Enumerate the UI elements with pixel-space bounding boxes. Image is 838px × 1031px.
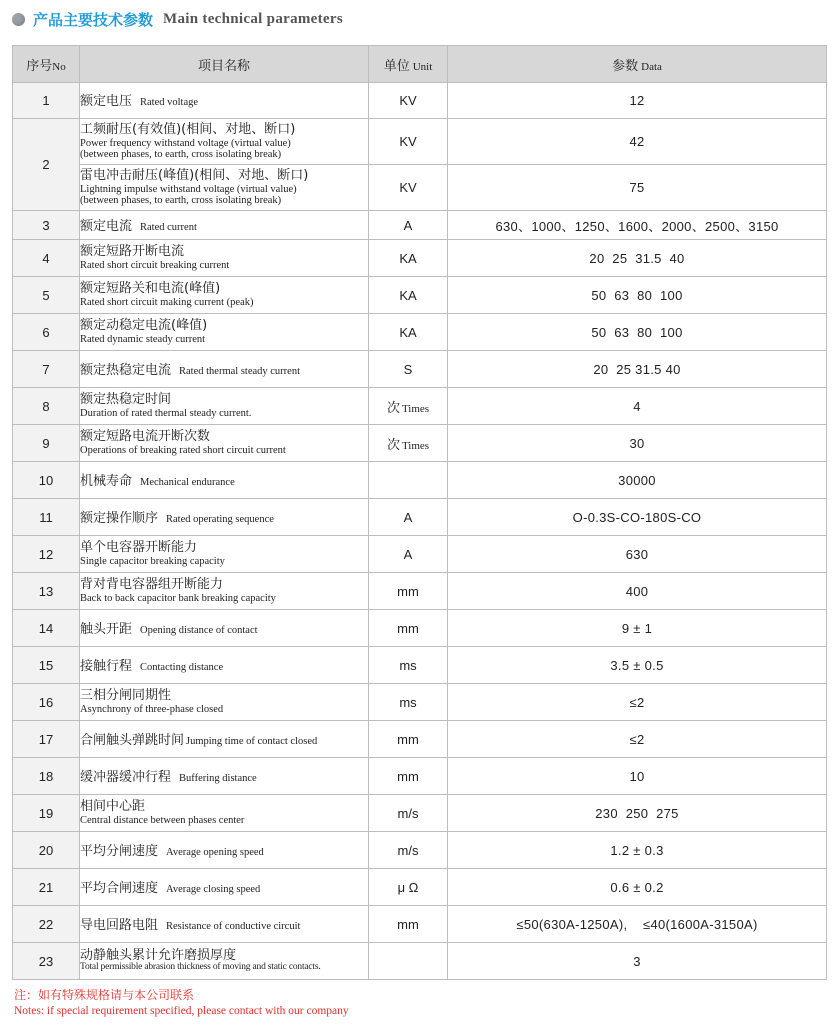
table-row [13, 610, 827, 647]
item-name-en: Power frequency withstand voltage (virtual value) [80, 137, 291, 149]
item-name-en: Rated voltage [140, 97, 199, 109]
unit-cn: 次 [386, 400, 400, 416]
data-value: 30000 [448, 462, 827, 499]
item-name-cn: 导电回路电阻 [80, 917, 159, 933]
row-number: 7 [13, 351, 80, 388]
table-row [13, 499, 827, 536]
item-name [80, 462, 369, 499]
row-number: 20 [13, 832, 80, 869]
table-row [13, 758, 827, 795]
unit-cell: mm [369, 610, 448, 647]
unit-cell: KA [369, 240, 448, 277]
data-value: 20 25 31.5 40 [448, 351, 827, 388]
data-value: O-0.3S-CO-180S-CO [448, 499, 827, 536]
item-name-en: Back to back capacitor bank breaking capacity [80, 592, 276, 604]
data-value: 4 [448, 388, 827, 425]
table-row [13, 277, 827, 314]
data-value: 630 [448, 536, 827, 573]
row-number: 13 [13, 573, 80, 610]
item-name-en: Rated short circuit breaking current [80, 259, 230, 271]
item-name-en: Operations of breaking rated short circuit current [80, 444, 286, 456]
item-name-cn: 平均合闸速度 [80, 880, 159, 896]
column-header-no [13, 46, 80, 83]
item-name [80, 721, 369, 758]
item-name [80, 388, 369, 425]
item-name-cn: 动静触头累计允许磨损厚度 [80, 947, 237, 963]
item-name-cn: 相间中心距 [80, 799, 146, 815]
data-value: 30 [448, 425, 827, 462]
section-header [12, 8, 343, 30]
table-row [13, 83, 827, 119]
item-name [80, 277, 369, 314]
item-name [80, 240, 369, 277]
item-name-cn: 额定动稳定电流(峰值) [80, 318, 208, 334]
item-name-en: Rated operating sequence [166, 513, 274, 525]
unit-cell: A [369, 211, 448, 240]
data-value: ≤50(630A-1250A), ≤40(1600A-3150A) [448, 906, 827, 943]
item-name-en: Contacting distance [140, 661, 224, 673]
item-name-en: Lightning impulse withstand voltage (virtual value) [80, 183, 297, 195]
table-row [13, 536, 827, 573]
table-row [13, 795, 827, 832]
row-number: 18 [13, 758, 80, 795]
table-row [13, 943, 827, 980]
unit-en: Times [401, 439, 430, 452]
data-value: ≤2 [448, 721, 827, 758]
item-name-cn: 触头开距 [80, 621, 133, 637]
unit-cell: mm [369, 758, 448, 795]
header-label: Data [641, 60, 662, 73]
unit-en: Times [401, 402, 430, 415]
item-name-cn: 缓冲器缓冲行程 [80, 769, 172, 785]
row-number: 4 [13, 240, 80, 277]
item-name-en: Buffering distance [179, 772, 257, 784]
table-row [13, 351, 827, 388]
row-number: 6 [13, 314, 80, 351]
data-value: 630、1000、1250、1600、2000、2500、3150 [448, 211, 827, 240]
table-header-row [13, 46, 827, 83]
unit-cell: A [369, 536, 448, 573]
item-name-cn: 额定短路开断电流 [80, 244, 185, 260]
row-number: 23 [13, 943, 80, 980]
table-row [13, 573, 827, 610]
data-value: 50 63 80 100 [448, 277, 827, 314]
item-name-en: Rated current [140, 221, 197, 233]
data-value: 1.2 ± 0.3 [448, 832, 827, 869]
row-number: 17 [13, 721, 80, 758]
item-name [80, 684, 369, 721]
row-number: 12 [13, 536, 80, 573]
header-label: 序号 [26, 58, 53, 74]
item-name-cn: 合闸触头弹跳时间 [80, 732, 185, 748]
item-name-cn: 平均分闸速度 [80, 843, 159, 859]
item-name-en: (between phases, to earth, cross isolating break) [80, 148, 282, 160]
data-value: 75 [448, 165, 827, 211]
unit-cell: m/s [369, 795, 448, 832]
item-name-en: Mechanical endurance [140, 476, 235, 488]
unit-cell [369, 388, 448, 425]
item-name [80, 795, 369, 832]
item-name-en: Central distance between phases center [80, 814, 245, 826]
table-row [13, 906, 827, 943]
header-label: 单位 [383, 58, 410, 74]
item-name-cn: 三相分闸同期性 [80, 688, 172, 704]
row-number: 14 [13, 610, 80, 647]
data-value: 12 [448, 83, 827, 119]
column-header-unit [369, 46, 448, 83]
table-row [13, 240, 827, 277]
column-header-data [448, 46, 827, 83]
item-name-cn: 背对背电容器组开断能力 [80, 577, 224, 593]
data-value: 10 [448, 758, 827, 795]
item-name [80, 943, 369, 980]
row-number: 16 [13, 684, 80, 721]
unit-cell: ms [369, 684, 448, 721]
item-name-en: (between phases, to earth, cross isolating break) [80, 194, 282, 206]
row-number: 1 [13, 83, 80, 119]
item-name-en: Rated dynamic steady current [80, 333, 206, 345]
data-value: 3.5 ± 0.5 [448, 647, 827, 684]
item-name-cn: 接触行程 [80, 658, 133, 674]
data-value: 42 [448, 119, 827, 165]
item-name [80, 165, 369, 211]
unit-cell: KV [369, 165, 448, 211]
unit-cell: KA [369, 277, 448, 314]
item-name-en: Average closing speed [166, 883, 261, 895]
unit-cell: mm [369, 721, 448, 758]
data-value: 230 250 275 [448, 795, 827, 832]
header-label: Unit [412, 60, 433, 73]
item-name [80, 758, 369, 795]
item-name [80, 83, 369, 119]
item-name-en: Single capacitor breaking capacity [80, 555, 225, 567]
item-name-en: Total permissible abrasion thickness of moving and static contacts. [80, 962, 321, 973]
item-name [80, 610, 369, 647]
item-name-en: Average opening speed [166, 846, 264, 858]
item-name-cn: 额定电流 [80, 218, 133, 234]
item-name-cn: 雷电冲击耐压(峰值)(相间、对地、断口) [80, 168, 309, 184]
table-row [13, 388, 827, 425]
item-name-en: Rated short circuit making current (peak) [80, 296, 254, 308]
unit-cell: mm [369, 573, 448, 610]
row-number: 22 [13, 906, 80, 943]
item-name [80, 211, 369, 240]
item-name-en: Opening distance of contact [140, 624, 258, 636]
item-name [80, 647, 369, 684]
table-row [13, 869, 827, 906]
parameters-table [12, 45, 827, 980]
item-name [80, 869, 369, 906]
item-name-cn: 额定短路关和电流(峰值) [80, 281, 221, 297]
unit-cell [369, 425, 448, 462]
table-row [13, 721, 827, 758]
table-row [13, 314, 827, 351]
unit-cell: μ Ω [369, 869, 448, 906]
data-value: 20 25 31.5 40 [448, 240, 827, 277]
row-number: 5 [13, 277, 80, 314]
item-name-en: Jumping time of contact closed [186, 735, 318, 747]
row-number: 19 [13, 795, 80, 832]
unit-cell: m/s [369, 832, 448, 869]
data-value: 400 [448, 573, 827, 610]
data-value: ≤2 [448, 684, 827, 721]
unit-cell: S [369, 351, 448, 388]
item-name [80, 906, 369, 943]
header-label: 参数 [612, 58, 639, 74]
header-label: 项目名称 [197, 58, 250, 74]
unit-cell: KV [369, 119, 448, 165]
section-title-cn: 产品主要技术参数 [33, 10, 154, 29]
item-name-en: Duration of rated thermal steady current. [80, 407, 252, 419]
table-row [13, 832, 827, 869]
table-row [13, 119, 827, 165]
row-number: 3 [13, 211, 80, 240]
item-name [80, 573, 369, 610]
bullet-dot-icon [12, 13, 25, 26]
table-row [13, 425, 827, 462]
unit-cell: mm [369, 906, 448, 943]
footnote-en: Notes: if special requirement specified, please contact with our company [14, 1005, 349, 1017]
item-name [80, 351, 369, 388]
unit-cell: A [369, 499, 448, 536]
row-number: 11 [13, 499, 80, 536]
item-name [80, 499, 369, 536]
item-name [80, 832, 369, 869]
item-name-cn: 单个电容器开断能力 [80, 540, 198, 556]
footnote-cn: 注：如有特殊规格请与本公司联系 [14, 988, 195, 1002]
row-number: 15 [13, 647, 80, 684]
data-value: 50 63 80 100 [448, 314, 827, 351]
data-value: 0.6 ± 0.2 [448, 869, 827, 906]
unit-cell: ms [369, 647, 448, 684]
unit-cn: 次 [386, 437, 400, 453]
item-name-cn: 额定操作顺序 [80, 510, 159, 526]
section-title-en: Main technical parameters [163, 10, 343, 27]
item-name-en: Resistance of conductive circuit [166, 920, 301, 932]
unit-cell [369, 943, 448, 980]
row-number: 21 [13, 869, 80, 906]
item-name-cn: 额定热稳定电流 [80, 362, 172, 378]
item-name [80, 536, 369, 573]
item-name [80, 425, 369, 462]
table-row [13, 462, 827, 499]
table-row [13, 684, 827, 721]
item-name-en: Asynchrony of three-phase closed [80, 703, 224, 715]
item-name-cn: 机械寿命 [80, 473, 133, 489]
item-name [80, 314, 369, 351]
table-row [13, 647, 827, 684]
data-value: 3 [448, 943, 827, 980]
data-value: 9 ± 1 [448, 610, 827, 647]
table-row [13, 211, 827, 240]
item-name-cn: 额定短路电流开断次数 [80, 429, 211, 445]
header-label: No [52, 60, 66, 73]
row-number: 2 [13, 119, 80, 211]
column-header-name [80, 46, 369, 83]
item-name-en: Rated thermal steady current [179, 365, 301, 377]
unit-cell [369, 462, 448, 499]
footnote [14, 987, 349, 1019]
item-name [80, 119, 369, 165]
row-number: 8 [13, 388, 80, 425]
unit-cell: KV [369, 83, 448, 119]
item-name-cn: 额定热稳定时间 [80, 392, 172, 408]
unit-cell: KA [369, 314, 448, 351]
item-name-cn: 额定电压 [80, 94, 133, 110]
table-row [13, 165, 827, 211]
row-number: 10 [13, 462, 80, 499]
item-name-cn: 工频耐压(有效值)(相间、对地、断口) [80, 122, 296, 138]
row-number: 9 [13, 425, 80, 462]
